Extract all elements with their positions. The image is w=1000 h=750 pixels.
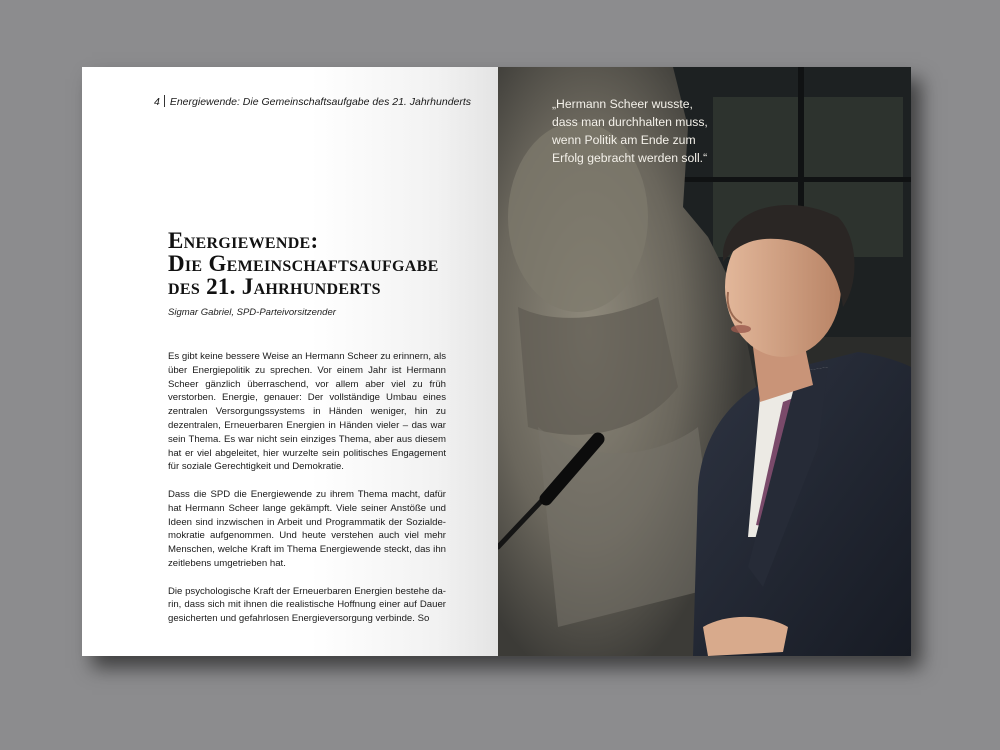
header-rule <box>164 95 165 107</box>
chapter-title-line: Energiewende: <box>168 228 319 253</box>
right-page-photo <box>498 67 911 656</box>
left-page <box>82 67 498 656</box>
paragraph: Dass die SPD die Energiewende zu ihrem Thema macht, dafür hat Hermann Scheer lange gekämpft. Viele seiner Anstöße und Ideen sind inzwischen in Arbeit und Programmatik der Sozialdemokratie aufgenommen. Und heute verstehen auch viel mehr Menschen, welche Kraft im Thema Energiewende steckt, das ihn zeitlebens umgetrieben hat. <box>168 488 446 569</box>
running-head <box>154 95 494 111</box>
speaker-hand <box>703 617 788 656</box>
page-number: 4 <box>154 96 160 108</box>
book-spread <box>82 67 911 656</box>
running-title: Energiewende: Die Gemeinschaftsaufgabe des 21. Jahrhunderts <box>169 96 472 108</box>
chapter-title-line: des 21. Jahrhunderts <box>168 274 381 299</box>
body-text <box>168 350 446 640</box>
paragraph: Es gibt keine bessere Weise an Hermann Scheer zu erinnern, als über Energiepolitik zu sprechen. Vor einem Jahr ist Hermann Scheer gänzlich überraschend, vor allem aber viel zu früh verstorben. Energie, genauer: Der vollständige Umbau eines zentralen Versorgungssystems in Händen weniger, hin zu dezentralen, Erneuerbaren Energien in Händen vieler – das war sein Thema. Es war nicht sein einziges Thema, aber aus diesem hat er viel abgeleitet, hier wurzelte sein politisches Engagement für soziale Gerechtigkeit und Demokratie. <box>168 351 446 473</box>
chapter-title-line: Die Gemeinschaftsaufgabe <box>168 251 439 276</box>
chapter-title <box>168 229 488 298</box>
byline: Sigmar Gabriel, SPD-Parteivorsitzender <box>168 307 336 318</box>
paragraph: Die psychologische Kraft der Erneuerbaren Energien bestehe darin, dass sich mit ihnen die realistische Hoffnung einer auf Dauer gesicherten und gefahrlosen Energieversorgung verbinde. So <box>168 585 446 625</box>
pull-quote: „Hermann Scheer wusste, dass man durchhalten muss, wenn Politik am Ende zum Erfolg gebracht werden soll.“ <box>552 97 708 165</box>
